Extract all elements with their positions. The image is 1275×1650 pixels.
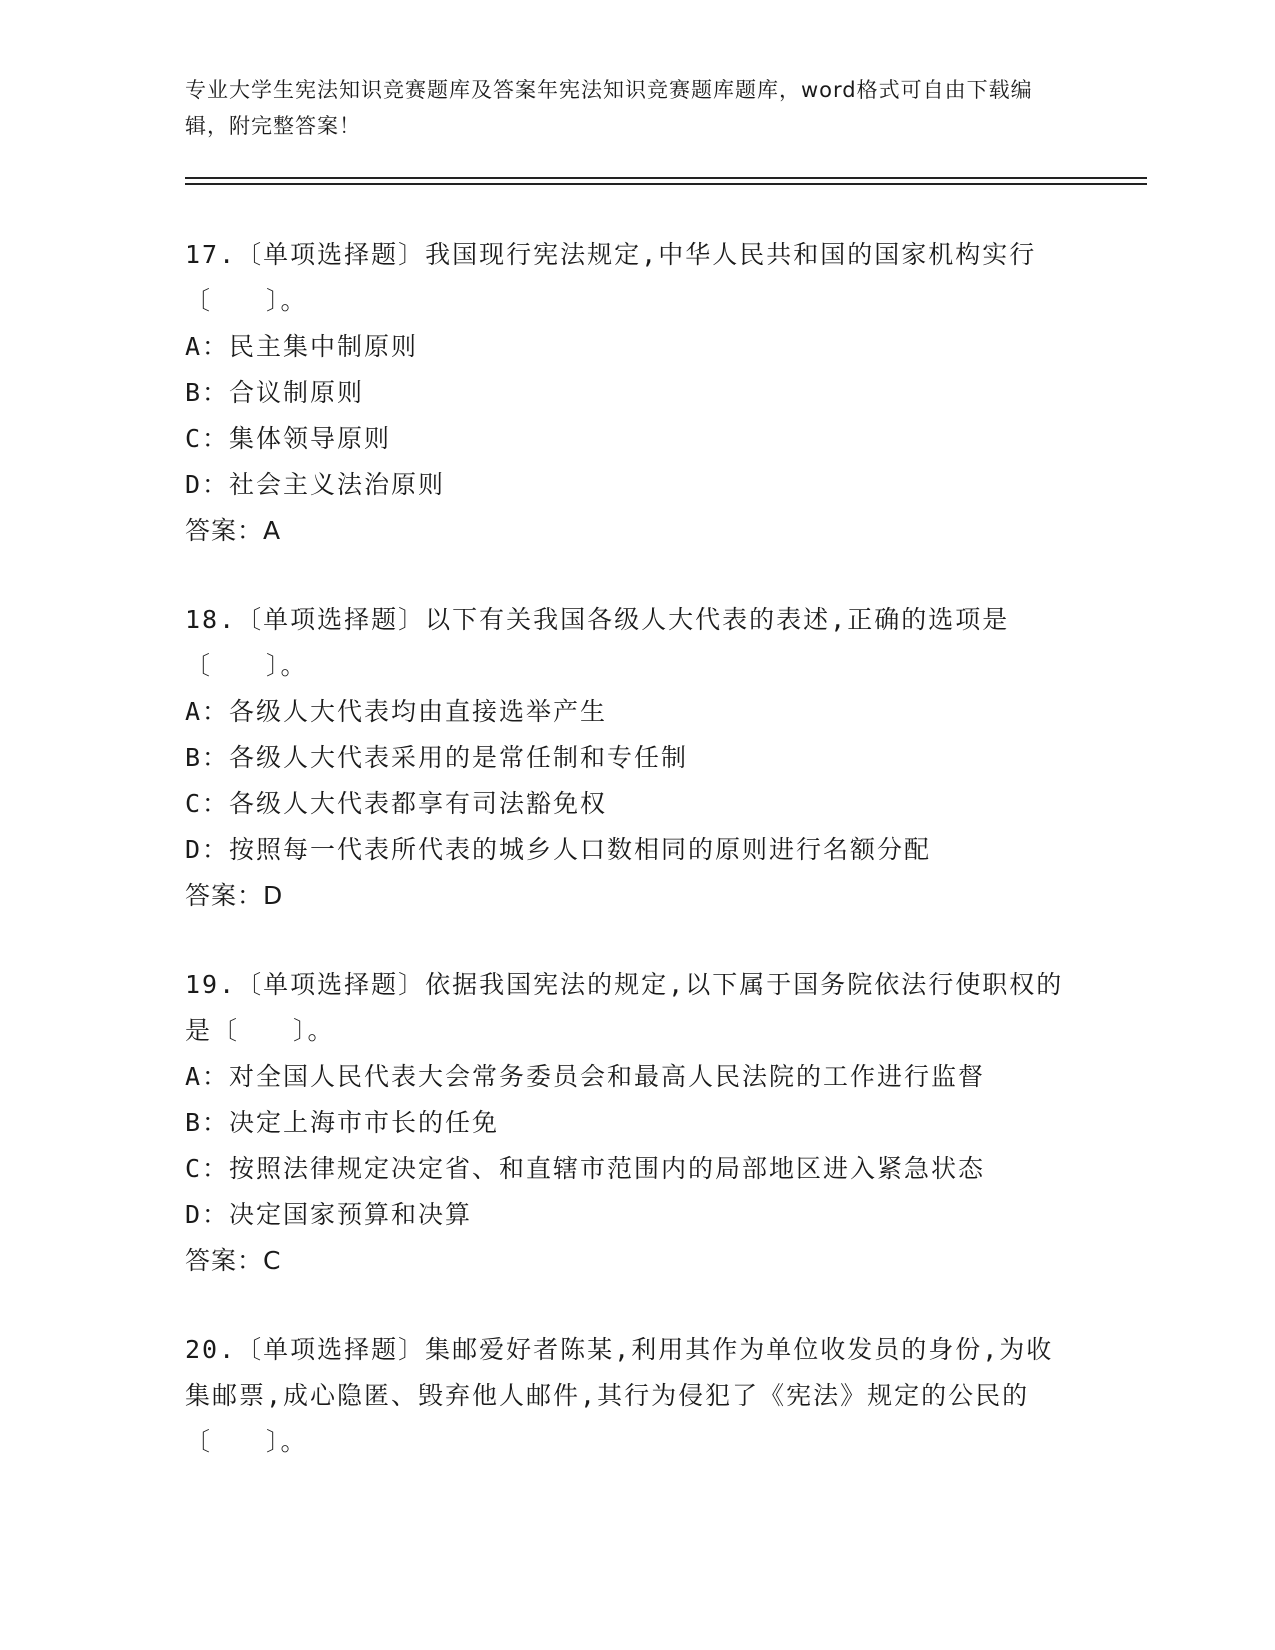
option-b: B：合议制原则: [185, 378, 365, 407]
question-20: [185, 1327, 1065, 1465]
option-c: C：按照法律规定决定省、和直辖市范围内的局部地区进入紧急状态: [185, 1154, 986, 1183]
document-header: 专业大学生宪法知识竞赛题库及答案年宪法知识竞赛题库题库，word格式可自由下载编辑，附完整答案！: [185, 78, 1033, 138]
question-17: [185, 232, 1065, 554]
question-stem: 17.〔单项选择题〕我国现行宪法规定,中华人民共和国的国家机构实行〔 〕。: [185, 240, 1037, 315]
answer-label: 答案：C: [185, 1246, 282, 1275]
answer-label: 答案：A: [185, 516, 282, 545]
option-c: C：集体领导原则: [185, 424, 392, 453]
option-b: B：各级人大代表采用的是常任制和专任制: [185, 743, 689, 772]
option-d: D：按照每一代表所代表的城乡人口数相同的原则进行名额分配: [185, 835, 932, 864]
question-stem: 20.〔单项选择题〕集邮爱好者陈某,利用其作为单位收发员的身份,为收集邮票,成心隐匿、毁弃他人邮件,其行为侵犯了《宪法》规定的公民的〔 〕。: [185, 1335, 1054, 1456]
option-a: A：对全国人民代表大会常务委员会和最高人民法院的工作进行监督: [185, 1062, 986, 1091]
answer-label: 答案：D: [185, 881, 284, 910]
option-d: D：决定国家预算和决算: [185, 1200, 473, 1229]
question-stem: 18.〔单项选择题〕以下有关我国各级人大代表的表述,正确的选项是〔 〕。: [185, 605, 1010, 680]
question-19: [185, 962, 1065, 1284]
question-18: [185, 597, 1065, 919]
option-d: D：社会主义法治原则: [185, 470, 446, 499]
header-divider-top: [185, 177, 1147, 179]
option-c: C：各级人大代表都享有司法豁免权: [185, 789, 608, 818]
header-divider-bottom: [185, 183, 1147, 185]
question-stem: 19.〔单项选择题〕依据我国宪法的规定,以下属于国务院依法行使职权的是〔 〕。: [185, 970, 1064, 1045]
option-a: A：各级人大代表均由直接选举产生: [185, 697, 608, 726]
option-a: A：民主集中制原则: [185, 332, 419, 361]
option-b: B：决定上海市市长的任免: [185, 1108, 500, 1137]
